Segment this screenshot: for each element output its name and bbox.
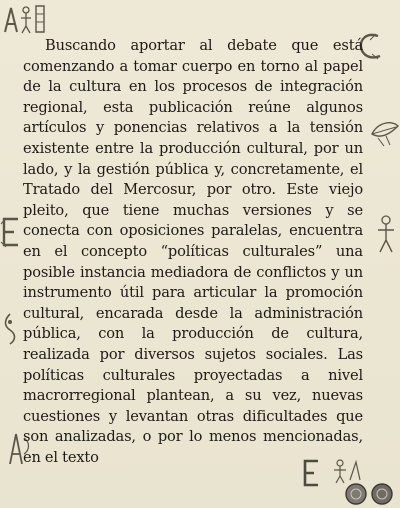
ornamental-letter-figures-icon	[2, 2, 48, 36]
coin-seal-icon	[344, 482, 396, 506]
leaf-ornament-icon	[368, 118, 400, 148]
figure-ornament-icon	[374, 214, 398, 254]
ornamental-letter-e-icon	[0, 216, 22, 248]
body-paragraph: Buscando aportar al debate que está comenzando a tomar cuerpo en torno al papel de la cultura en los procesos de integración regional, esta publicación reúne algunos artículos y ponencias relativos a la tensión existente entre la producción cultural, por un lado, y la gestión pública y, concretamente, el Tratado del Mercosur, por otro. Este viejo pleito, que tiene muchas versiones y se conecta con oposiciones paralelas, encuentra en el concepto “políticas culturales” una posible instancia mediadora de conflictos y un instrumento útil para articular la promoción cultural, encarada desde la administración pública, con la producción de cultura, realizada por diversos sujetos sociales. Las políticas culturales proyectadas a nivel macrorregional plantean, a su vez, nuevas cuestiones y levantan otras dificultades que son analizadas, o por lo menos mencionadas, en el texto	[23, 37, 363, 466]
ornament-figure-icon	[0, 312, 20, 346]
